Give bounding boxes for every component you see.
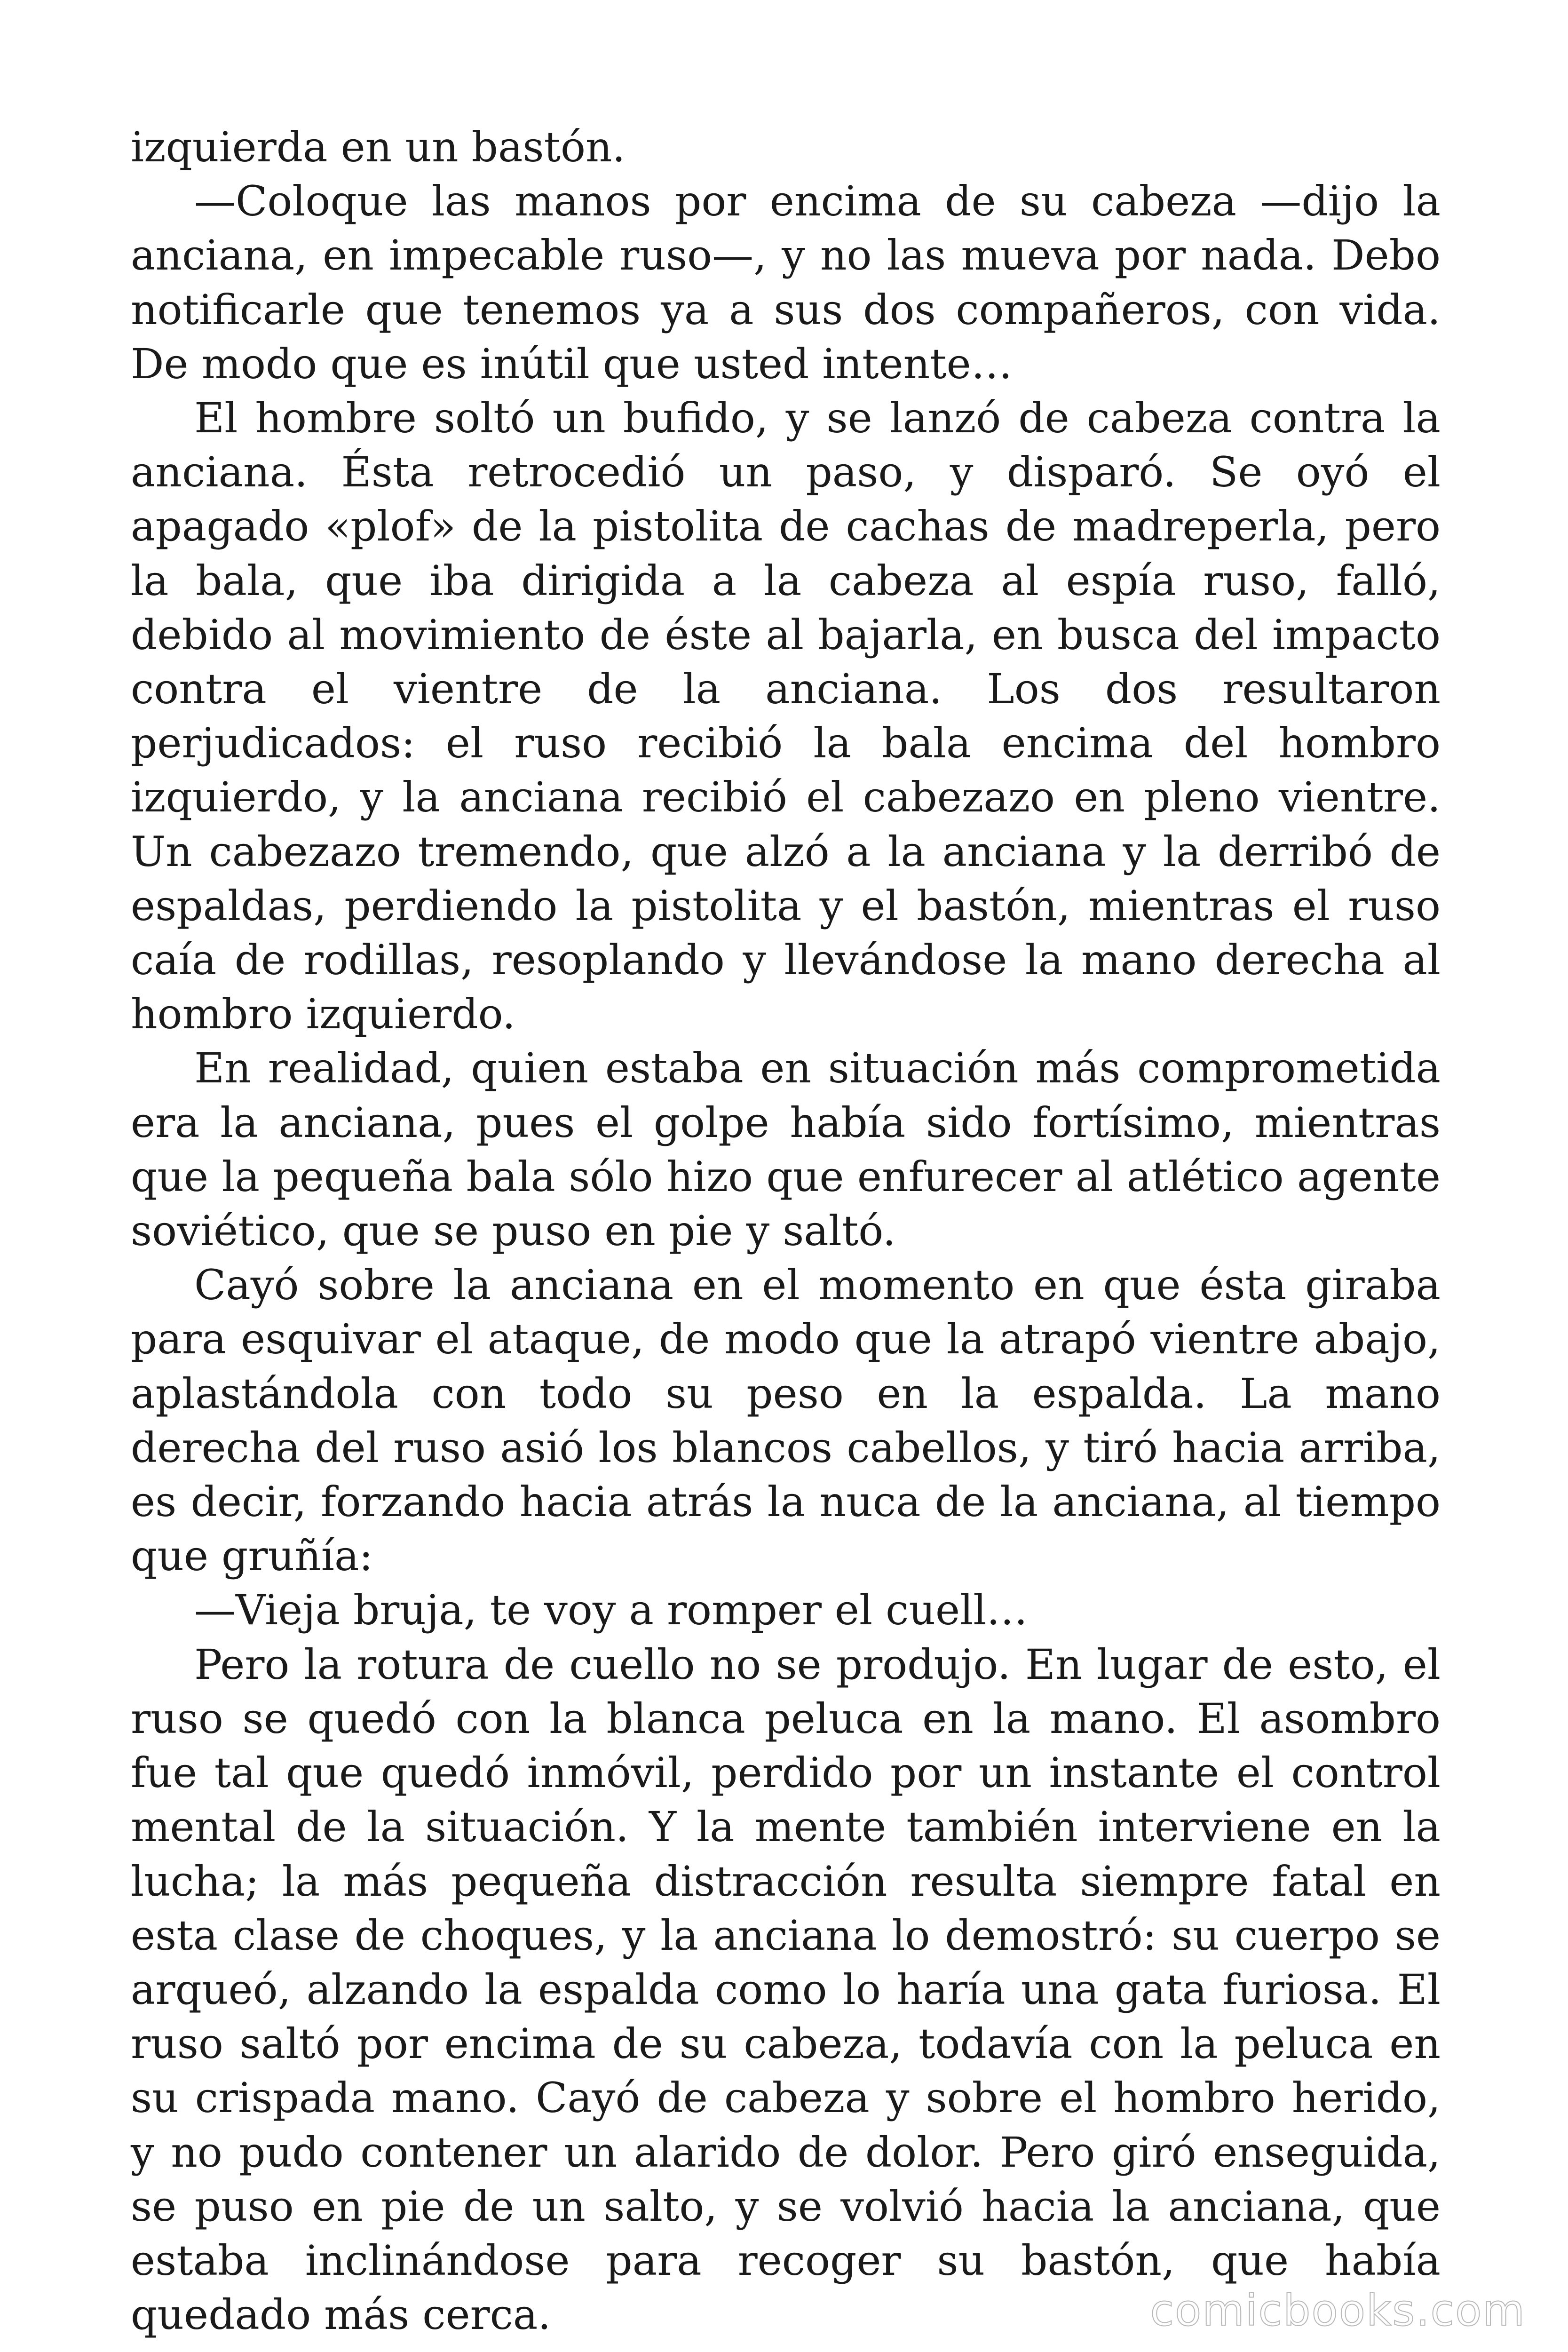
page-body — [131, 120, 1441, 2342]
paragraph-7: Pero la rotura de cuello no se produjo. En lugar de esto, el ruso se quedó con la blanca peluca en la mano. El asombro fue tal que quedó inmóvil, perdido por un instante el control mental de la situación. Y la mente también interviene en la lucha; la más pequeña distracción resulta siempre fatal en esta clase de choques, y la anciana lo demostró: su cuerpo se arqueó, alzando la espalda como lo haría una gata furiosa. El ruso saltó por encima de su cabeza, todavía con la peluca en su crispada mano. Cayó de cabeza y sobre el hombro herido, y no pudo contener un alarido de dolor. Pero giró enseguida, se puso en pie de un salto, y se volvió hacia la anciana, que estaba inclinándose para recoger su bastón, que había quedado más cerca. — [131, 1640, 1441, 2339]
watermark: comicbooks.com — [1150, 2285, 1526, 2336]
paragraph-5: Cayó sobre la anciana en el momento en que ésta giraba para esquivar el ataque, de modo que la atrapó vientre abajo, aplastándola con todo su peso en la espalda. La mano derecha del ruso asió los blancos cabellos, y tiró hacia arriba, es decir, forzando hacia atrás la nuca de la anciana, al tiempo que gruñía: — [131, 1261, 1441, 1581]
paragraph-1: izquierda en un bastón. — [131, 123, 626, 171]
paragraph-6: —Vieja bruja, te voy a romper el cuell… — [194, 1586, 1028, 1635]
paragraph-3: El hombre soltó un bufido, y se lanzó de cabeza contra la anciana. Ésta retrocedió un paso, y disparó. Se oyó el apagado «plof» de la pistolita de cachas de madreperla, pero la bala, que iba dirigida a la cabeza al espía ruso, falló, debido al movimiento de éste al bajarla, en busca del impacto contra el vientre de la anciana. Los dos resultaron perjudicados: el ruso recibió la bala encima del hombro izquierdo, y la anciana recibió el cabezazo en pleno vientre. Un cabezazo tremendo, que alzó a la anciana y la derribó de espaldas, perdiendo la pistolita y el bastón, mientras el ruso caía de rodillas, resoplando y llevándose la mano derecha al hombro izquierdo. — [131, 394, 1441, 1039]
paragraph-2: —Coloque las manos por encima de su cabeza —dijo la anciana, en impecable ruso—, y no las mueva por nada. Debo notificarle que tenemos ya a sus dos compañeros, con vida. De modo que es inútil que usted intente… — [131, 177, 1441, 388]
paragraph-4: En realidad, quien estaba en situación más comprometida era la anciana, pues el golpe había sido fortísimo, mientras que la pequeña bala sólo hizo que enfurecer al atlético agente soviético, que se puso en pie y saltó. — [131, 1044, 1441, 1255]
